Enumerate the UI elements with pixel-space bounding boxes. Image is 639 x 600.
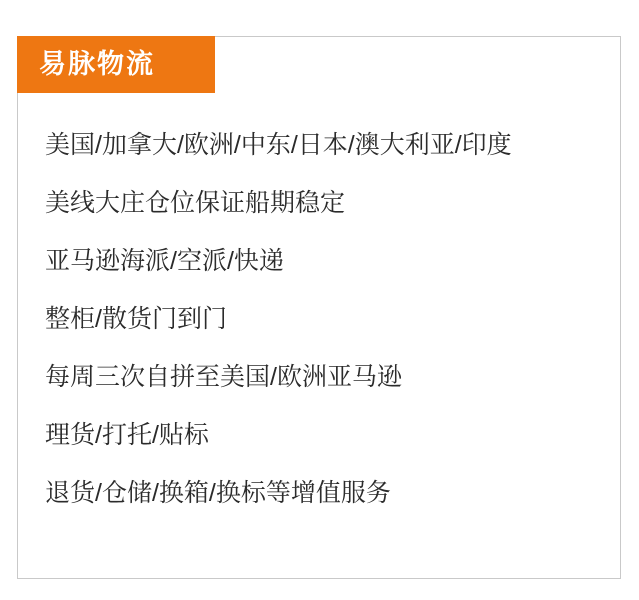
list-item: 退货/仓储/换箱/换标等增值服务 — [45, 479, 391, 507]
list-item: 美国/加拿大/欧洲/中东/日本/澳大利亚/印度 — [45, 131, 512, 159]
list-item: 美线大庄仓位保证船期稳定 — [45, 189, 346, 217]
service-list — [45, 133, 605, 506]
brand-title: 易脉物流 — [39, 49, 155, 79]
list-item: 亚马逊海派/空派/快递 — [45, 247, 284, 275]
list-item: 每周三次自拼至美国/欧洲亚马逊 — [45, 363, 402, 391]
list-item: 理货/打托/贴标 — [45, 421, 209, 449]
brand-header-tab — [17, 36, 215, 93]
list-item: 整柜/散货门到门 — [45, 305, 227, 333]
